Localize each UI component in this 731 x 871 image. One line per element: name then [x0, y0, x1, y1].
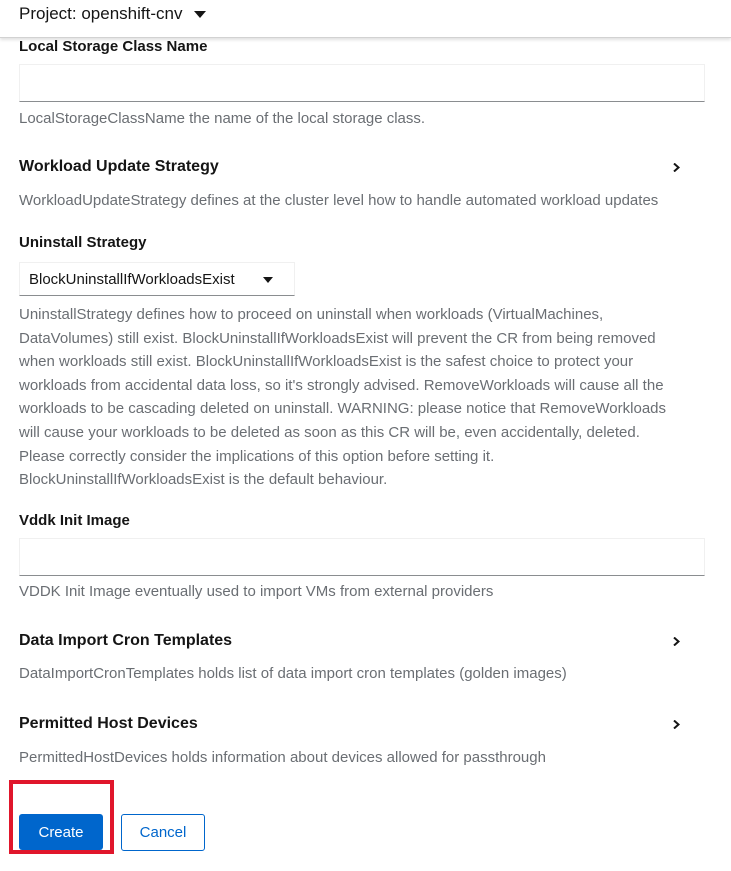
local-storage-input[interactable]: [19, 64, 705, 102]
workload-update-strategy-toggle[interactable]: Workload Update Strategy: [19, 158, 219, 175]
local-storage-help: LocalStorageClassName the name of the local storage class.: [19, 110, 426, 127]
create-button[interactable]: Create: [19, 814, 103, 850]
help-line: UninstallStrategy defines how to proceed on uninstall when workloads (VirtualMachines,: [19, 306, 604, 323]
uninstall-strategy-select[interactable]: [19, 262, 295, 296]
cancel-button[interactable]: Cancel: [121, 814, 205, 851]
permitted-host-devices-toggle[interactable]: Permitted Host Devices: [19, 715, 198, 732]
project-selector[interactable]: [19, 4, 206, 24]
project-label: Project: openshift-cnv: [19, 4, 183, 23]
help-line: Please correctly consider the implications of this option before setting it.: [19, 447, 495, 465]
uninstall-strategy-help: [19, 303, 701, 492]
vddk-help: VDDK Init Image eventually used to import VMs from external providers: [19, 583, 494, 600]
caret-down-icon: [263, 277, 273, 283]
help-line: BlockUninstallIfWorkloadsExist is the default behaviour.: [19, 471, 388, 489]
uninstall-strategy-label: Uninstall Strategy: [19, 234, 147, 251]
uninstall-strategy-value: BlockUninstallIfWorkloadsExist: [29, 271, 235, 288]
workload-update-help: WorkloadUpdateStrategy defines at the cluster level how to handle automated workload updates: [19, 192, 659, 209]
local-storage-label: Local Storage Class Name: [19, 38, 208, 55]
data-import-cron-toggle[interactable]: Data Import Cron Templates: [19, 632, 233, 649]
data-import-help: DataImportCronTemplates holds list of data import cron templates (golden images): [19, 665, 567, 682]
permitted-help: PermittedHostDevices holds information about devices allowed for passthrough: [19, 749, 546, 766]
help-line: workloads from accidental data loss, so it's strongly advised. RemoveWorkloads will cause all the: [19, 376, 664, 394]
help-line: DataVolumes) still exist. BlockUninstallIfWorkloadsExist will prevent the CR from being removed: [19, 329, 656, 347]
help-line: workloads to be cascading deleted on uninstall. WARNING: please notice that RemoveWorkloads: [19, 400, 666, 418]
vddk-init-image-label: Vddk Init Image: [19, 512, 130, 529]
chevron-right-icon[interactable]: [672, 163, 681, 172]
chevron-right-icon[interactable]: [672, 637, 681, 646]
help-line: when workloads still exist. BlockUninstallIfWorkloadsExist is the safest choice to protect your: [19, 353, 634, 371]
help-line: will cause your workloads to be deleted as soon as this CR will be, even accidentally, deleted.: [19, 423, 640, 441]
project-bar: [0, 0, 731, 38]
caret-down-icon: [194, 11, 206, 18]
vddk-init-image-input[interactable]: [19, 538, 705, 576]
chevron-right-icon[interactable]: [672, 720, 681, 729]
